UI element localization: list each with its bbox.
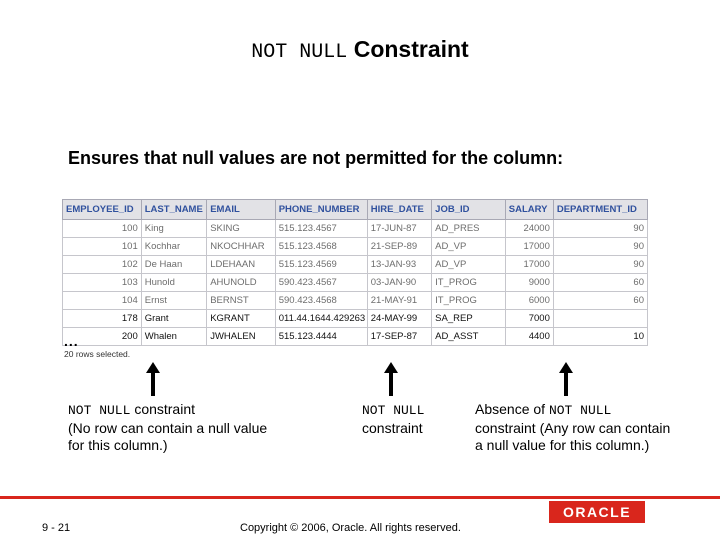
annotation-left-first: constraint (134, 401, 196, 417)
table-cell: 102 (63, 256, 142, 274)
table-cell: Hunold (141, 274, 206, 292)
table-cell: 10 (553, 328, 647, 346)
column-header-hire-date: HIRE_DATE (367, 200, 431, 220)
table-cell: 6000 (505, 292, 553, 310)
table-cell: 100 (63, 220, 142, 238)
title-code: NOT NULL (251, 41, 348, 64)
table-cell: 24-MAY-99 (367, 310, 431, 328)
table-cell: AHUNOLD (207, 274, 276, 292)
table-row (63, 310, 648, 328)
employees-table-screenshot (62, 199, 648, 342)
table-cell: 90 (553, 220, 647, 238)
table-cell: AD_VP (432, 238, 506, 256)
table-cell: 4400 (505, 328, 553, 346)
table-cell: 21-MAY-91 (367, 292, 431, 310)
table-cell: 515.123.4444 (275, 328, 367, 346)
oracle-logo: ORACLE (549, 501, 645, 523)
column-header-phone-number: PHONE_NUMBER (275, 200, 367, 220)
table-cell: Kochhar (141, 238, 206, 256)
column-header-job-id: JOB_ID (432, 200, 506, 220)
table-cell: Whalen (141, 328, 206, 346)
table-cell: 103 (63, 274, 142, 292)
table-row (63, 292, 648, 310)
table-cell: SKING (207, 220, 276, 238)
table-cell: 03-JAN-90 (367, 274, 431, 292)
arrow-up-middle-icon (389, 372, 393, 396)
table-cell: 60 (553, 292, 647, 310)
annotation-middle (362, 401, 472, 437)
footer-divider (0, 496, 720, 499)
table-cell: 200 (63, 328, 142, 346)
table-cell: IT_PROG (432, 292, 506, 310)
table-cell: 13-JAN-93 (367, 256, 431, 274)
slide-title (0, 36, 720, 64)
table-cell: 21-SEP-89 (367, 238, 431, 256)
annotation-left-code: NOT NULL (68, 403, 131, 418)
table-row (63, 220, 648, 238)
table-row (63, 256, 648, 274)
table-cell: 90 (553, 238, 647, 256)
table-cell: 17000 (505, 256, 553, 274)
annotation-right-prefix: Absence of (475, 401, 546, 417)
copyright-text: Copyright © 2006, Oracle. All rights reserved. (240, 522, 461, 534)
column-header-department-id: DEPARTMENT_ID (553, 200, 647, 220)
annotation-left-rest: (No row can contain a null value for this column.) (68, 419, 268, 453)
table-cell: 17-SEP-87 (367, 328, 431, 346)
table-cell: NKOCHHAR (207, 238, 276, 256)
annotation-right-rest: constraint (Any row can contain a null value for this column.) (475, 419, 671, 453)
table-cell: 17-JUN-87 (367, 220, 431, 238)
table-cell: 011.44.1644.429263 (275, 310, 367, 328)
column-header-last-name: LAST_NAME (141, 200, 206, 220)
annotation-left (68, 401, 268, 455)
table-cell: KGRANT (207, 310, 276, 328)
table-cell: LDEHAAN (207, 256, 276, 274)
arrow-up-left-icon (151, 372, 155, 396)
annotation-middle-code: NOT NULL (362, 403, 425, 418)
slide-number: 9 - 21 (42, 522, 71, 534)
table-cell: AD_PRES (432, 220, 506, 238)
table-cell: 515.123.4567 (275, 220, 367, 238)
table-cell: Grant (141, 310, 206, 328)
table-cell: BERNST (207, 292, 276, 310)
table-cell: 590.423.4568 (275, 292, 367, 310)
column-header-email: EMAIL (207, 200, 276, 220)
table-cell: AD_ASST (432, 328, 506, 346)
table-cell: 515.123.4569 (275, 256, 367, 274)
rows-ellipsis: ... (64, 333, 79, 349)
table-cell: 515.123.4568 (275, 238, 367, 256)
table-row (63, 328, 648, 346)
table-cell: King (141, 220, 206, 238)
table-header-row (63, 200, 648, 220)
column-header-employee-id: EMPLOYEE_ID (63, 200, 142, 220)
table-cell: 7000 (505, 310, 553, 328)
table-cell: 104 (63, 292, 142, 310)
table-cell: 101 (63, 238, 142, 256)
table-cell: Ernst (141, 292, 206, 310)
table-cell: De Haan (141, 256, 206, 274)
table-body (63, 220, 648, 346)
arrow-up-right-icon (564, 372, 568, 396)
table-cell: AD_VP (432, 256, 506, 274)
employees-table (62, 199, 648, 346)
table-row (63, 238, 648, 256)
table-cell: SA_REP (432, 310, 506, 328)
table-cell: 17000 (505, 238, 553, 256)
rows-selected-text: 20 rows selected. (64, 349, 131, 359)
annotation-right-code: NOT NULL (548, 403, 612, 418)
column-header-salary: SALARY (505, 200, 553, 220)
table-cell: 60 (553, 274, 647, 292)
table-cell: 590.423.4567 (275, 274, 367, 292)
table-cell (553, 310, 647, 328)
table-cell: 178 (63, 310, 142, 328)
table-cell: JWHALEN (207, 328, 276, 346)
annotation-middle-rest: constraint (362, 419, 423, 436)
table-cell: 24000 (505, 220, 553, 238)
table-cell: 90 (553, 256, 647, 274)
table-cell: IT_PROG (432, 274, 506, 292)
table-cell: 9000 (505, 274, 553, 292)
annotation-right (475, 401, 675, 455)
slide-subtitle: Ensures that null values are not permitted for the column: (68, 148, 564, 168)
table-row (63, 274, 648, 292)
title-text: Constraint (353, 36, 469, 62)
